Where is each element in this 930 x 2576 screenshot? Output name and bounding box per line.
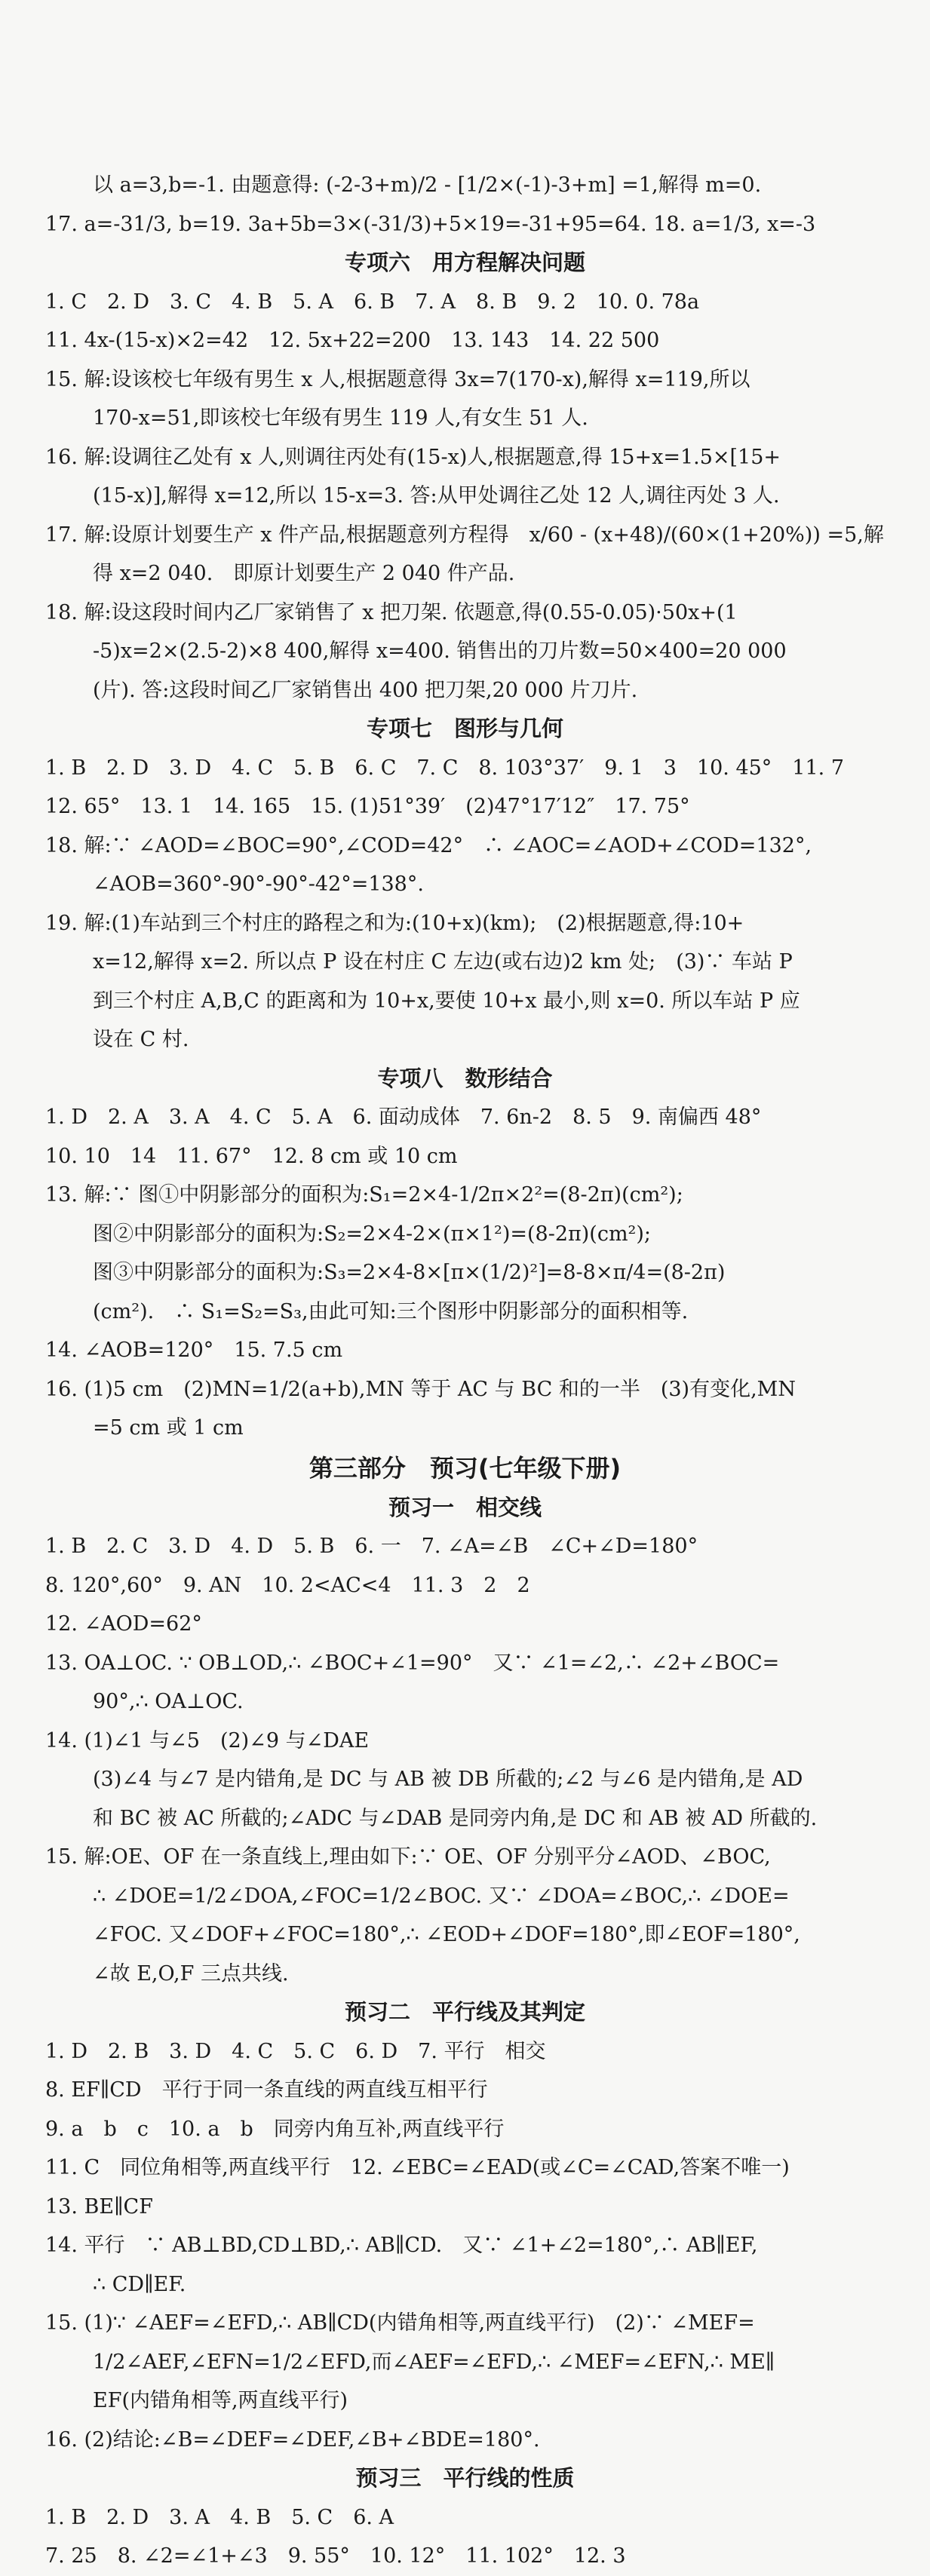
- answer-line: 8. 120°,60° 9. AN 10. 2<AC<4 11. 3 2 2: [45, 1573, 530, 1597]
- answer-line: 15. 解:OE、OF 在一条直线上,理由如下:∵ OE、OF 分别平分∠AOD、∠BOC,: [45, 1845, 771, 1869]
- answer-line: 11. 4x-(15-x)×2=42 12. 5x+22=200 13. 143 14. 22 500: [45, 329, 660, 352]
- answer-line: ∠FOC. 又∠DOF+∠FOC=180°,∴ ∠EOD+∠DOF=180°,即∠EOF=180°,: [93, 1923, 800, 1946]
- answer-line: 12. 65° 13. 1 14. 165 15. (1)51°39′ (2)47°17′12″ 17. 75°: [45, 795, 690, 818]
- answer-line: 16. (1)5 cm (2)MN=1/2(a+b),MN 等于 AC 与 BC 和的一半 (3)有变化,MN: [45, 1377, 796, 1401]
- answer-line: ∠故 E,O,F 三点共线.: [93, 1961, 289, 1986]
- answer-line: 10. 10 14 11. 67° 12. 8 cm 或 10 cm: [45, 1144, 458, 1168]
- answer-line: ∴ CD∥EF.: [93, 2272, 186, 2296]
- section-heading: 预习一 相交线: [388, 1494, 542, 1520]
- answer-line: 13. BE∥CF: [45, 2194, 153, 2219]
- answer-line: 设在 C 村.: [93, 1028, 189, 1051]
- answer-line: 14. 平行 ∵ AB⊥BD,CD⊥BD,∴ AB∥CD. 又∵ ∠1+∠2=180°,∴ AB∥EF,: [45, 2234, 758, 2257]
- answer-line: 18. 解:设这段时间内乙厂家销售了 x 把刀架. 依题意,得(0.55-0.05)·50x+(1: [45, 600, 738, 624]
- section-heading: 专项八 数形结合: [377, 1065, 553, 1091]
- answer-line: -5)x=2×(2.5-2)×8 400,解得 x=400. 销售出的刀片数=50×400=20 000: [93, 639, 787, 663]
- answer-line: (片). 答:这段时间乙厂家销售出 400 把刀架,20 000 片刀片.: [93, 678, 638, 702]
- answer-line: ∠AOB=360°-90°-90°-42°=138°.: [93, 872, 424, 896]
- section-heading: 预习二 平行线及其判定: [344, 1999, 585, 2025]
- answer-line: (3)∠4 与∠7 是内错角,是 DC 与 AB 被 DB 所截的;∠2 与∠6 是内错角,是 AD: [93, 1768, 803, 1791]
- answer-line: 7. 25 8. ∠2=∠1+∠3 9. 55° 10. 12° 11. 102° 12. 3: [45, 2544, 626, 2568]
- answer-line: 1. C 2. D 3. C 4. B 5. A 6. B 7. A 8. B 9. 2 10. 0. 78a: [45, 290, 700, 314]
- answer-line: 16. 解:设调往乙处有 x 人,则调往丙处有(15-x)人,根据题意,得 15+x=1.5×[15+: [45, 445, 781, 469]
- answer-line: 14. (1)∠1 与∠5 (2)∠9 与∠DAE: [45, 1728, 370, 1753]
- answer-line: 1. B 2. D 3. D 4. C 5. B 6. C 7. C 8. 103°37′ 9. 1 3 10. 45° 11. 7: [45, 756, 844, 780]
- answer-line: 15. (1)∵ ∠AEF=∠EFD,∴ AB∥CD(内错角相等,两直线平行) (2)∵ ∠MEF=: [45, 2311, 755, 2335]
- answer-line: x=12,解得 x=2. 所以点 P 设在村庄 C 左边(或右边)2 km 处; (3)∵ 车站 P: [93, 950, 793, 974]
- answer-line: 9. a b c 10. a b 同旁内角互补,两直线平行: [45, 2117, 505, 2141]
- answer-line: 14. ∠AOB=120° 15. 7.5 cm: [45, 1339, 343, 1362]
- answer-line: 13. 解:∵ 图①中阴影部分的面积为:S₁=2×4-1/2π×2²=(8-2π)(cm²);: [45, 1183, 683, 1207]
- answer-line: 图③中阴影部分的面积为:S₃=2×4-8×[π×(1/2)²]=8-8×π/4=(8-2π): [93, 1261, 726, 1284]
- answer-line: 图②中阴影部分的面积为:S₂=2×4-2×(π×1²)=(8-2π)(cm²);: [93, 1222, 652, 1246]
- answer-line: 17. a=-31/3, b=19. 3a+5b=3×(-31/3)+5×19=-31+95=64. 18. a=1/3, x=-3: [45, 212, 816, 236]
- answer-line: 90°,∴ OA⊥OC.: [93, 1690, 244, 1713]
- section-heading: 专项六 用方程解决问题: [344, 250, 585, 275]
- answer-line: 18. 解:∵ ∠AOD=∠BOC=90°,∠COD=42° ∴ ∠AOC=∠AOD+∠COD=132°,: [45, 833, 812, 857]
- answer-line: 17. 解:设原计划要生产 x 件产品,根据题意列方程得 x/60 - (x+48)/(60×(1+20%)) =5,解: [45, 523, 884, 547]
- answer-line: (15-x)],解得 x=12,所以 15-x=3. 答:从甲处调往乙处 12 人,调往丙处 3 人.: [93, 484, 780, 508]
- answer-line: 16. (2)结论:∠B=∠DEF=∠DEF,∠B+∠BDE=180°.: [45, 2427, 540, 2452]
- answer-line: =5 cm 或 1 cm: [93, 1416, 244, 1440]
- answer-line: 和 BC 被 AC 所截的;∠ADC 与∠DAB 是同旁内角,是 DC 和 AB 被 AD 所截的.: [93, 1806, 818, 1830]
- part-heading: 第三部分 预习(七年级下册): [308, 1453, 622, 1483]
- answer-line: 15. 解:设该校七年级有男生 x 人,根据题意得 3x=7(170-x),解得 x=119,所以: [45, 367, 750, 391]
- answer-line: (cm²). ∴ S₁=S₂=S₃,由此可知:三个图形中阴影部分的面积相等.: [93, 1299, 689, 1323]
- answer-line: EF(内错角相等,两直线平行): [93, 2389, 348, 2412]
- answer-line: 得 x=2 040. 即原计划要生产 2 040 件产品.: [93, 562, 515, 585]
- answer-line: 11. C 同位角相等,两直线平行 12. ∠EBC=∠EAD(或∠C=∠CAD,答案不唯一): [45, 2156, 790, 2179]
- answer-line: 8. EF∥CD 平行于同一条直线的两直线互相平行: [45, 2078, 488, 2102]
- section-heading: 专项七 图形与几何: [366, 716, 563, 741]
- answer-line: 12. ∠AOD=62°: [45, 1612, 202, 1636]
- answer-line: 1. B 2. C 3. D 4. D 5. B 6. 一 7. ∠A=∠B ∠C+∠D=180°: [45, 1535, 698, 1558]
- answer-line: 19. 解:(1)车站到三个村庄的路程之和为:(10+x)(km); (2)根据题意,得:10+: [45, 911, 744, 935]
- answer-line: 到三个村庄 A,B,C 的距离和为 10+x,要使 10+x 最小,则 x=0. 所以车站 P 应: [93, 989, 800, 1013]
- answer-line: 1. B 2. D 3. A 4. B 5. C 6. A: [45, 2505, 394, 2529]
- answer-line: 以 a=3,b=-1. 由题意得: (-2-3+m)/2 - [1/2×(-1)-3+m] =1,解得 m=0.: [93, 173, 762, 197]
- answer-line: ∴ ∠DOE=1/2∠DOA,∠FOC=1/2∠BOC. 又∵ ∠DOA=∠BOC,∴ ∠DOE=: [93, 1884, 790, 1908]
- answer-line: 1. D 2. B 3. D 4. C 5. C 6. D 7. 平行 相交: [45, 2039, 546, 2063]
- answer-line: 13. OA⊥OC. ∵ OB⊥OD,∴ ∠BOC+∠1=90° 又∵ ∠1=∠2,∴ ∠2+∠BOC=: [45, 1651, 780, 1675]
- answer-line: 170-x=51,即该校七年级有男生 119 人,有女生 51 人.: [93, 406, 588, 430]
- answer-line: 1. D 2. A 3. A 4. C 5. A 6. 面动成体 7. 6n-2 8. 5 9. 南偏西 48°: [45, 1106, 762, 1129]
- answer-line: 1/2∠AEF,∠EFN=1/2∠EFD,而∠AEF=∠EFD,∴ ∠MEF=∠EFN,∴ ME∥: [93, 2350, 775, 2374]
- section-heading: 预习三 平行线的性质: [355, 2465, 575, 2491]
